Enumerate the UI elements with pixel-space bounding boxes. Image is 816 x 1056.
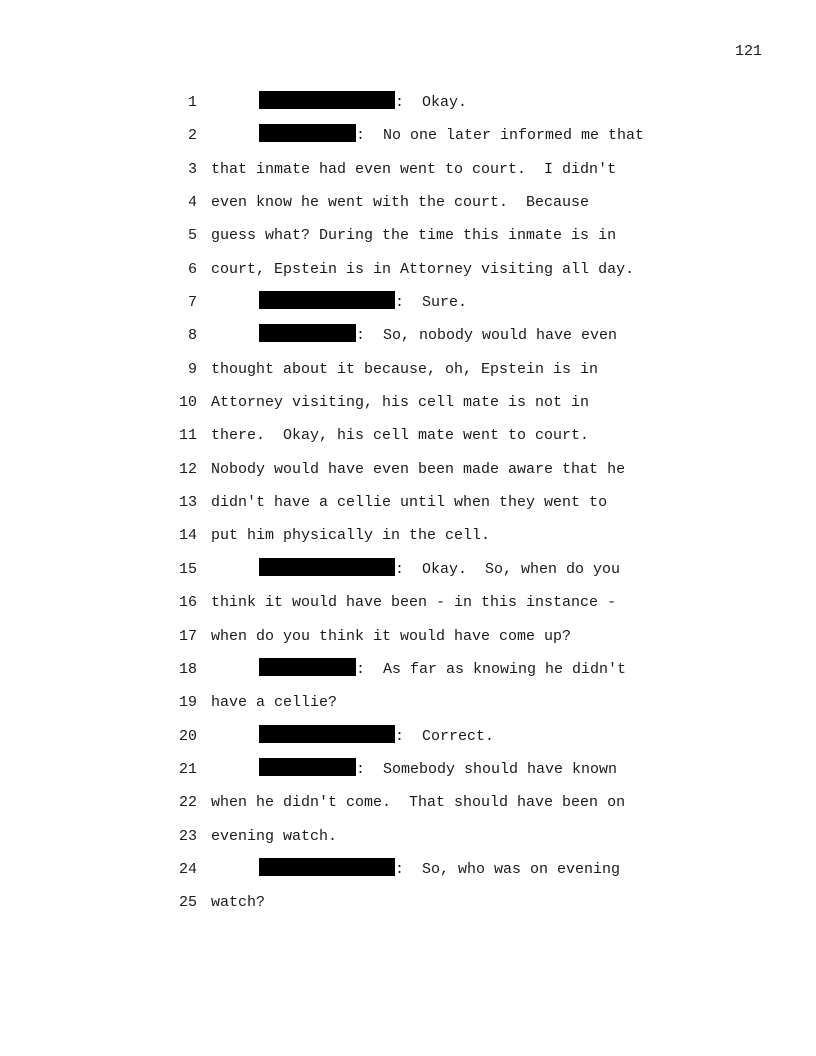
speaker-statement (259, 724, 494, 750)
line-number: 9 (187, 360, 197, 378)
line-content: have a cellie? (211, 694, 338, 712)
speaker-statement (259, 657, 626, 683)
line-content: Nobody would have even been made aware that he (211, 460, 626, 478)
line-number: 2 (187, 127, 197, 145)
speaker-statement (259, 323, 617, 349)
line-number: 20 (178, 727, 197, 745)
transcript-line (160, 824, 700, 857)
redacted-speaker-name (259, 725, 395, 743)
line-content: : Correct. (395, 727, 495, 745)
speaker-statement (259, 557, 620, 583)
transcript-line (160, 90, 700, 123)
line-content: guess what? During the time this inmate is in (211, 227, 617, 245)
line-content: even know he went with the court. Because (211, 194, 590, 212)
line-content: evening watch. (211, 827, 338, 845)
redacted-speaker-name (259, 124, 356, 142)
line-text (211, 390, 589, 416)
page-number: 121 (734, 43, 762, 60)
transcript-line (160, 157, 700, 190)
transcript-line (160, 390, 700, 423)
line-number: 12 (178, 460, 197, 478)
line-content: when do you think it would have come up? (211, 627, 572, 645)
line-number: 17 (178, 627, 197, 645)
line-number: 25 (178, 894, 197, 912)
redacted-speaker-name (259, 758, 356, 776)
line-text (211, 790, 625, 816)
line-text (211, 690, 337, 716)
line-number: 11 (178, 427, 197, 445)
transcript-line (160, 257, 700, 290)
line-number: 10 (178, 394, 197, 412)
transcript-line (160, 357, 700, 390)
line-content: watch? (211, 894, 266, 912)
transcript-line (160, 490, 700, 523)
transcript-line (160, 590, 700, 623)
redacted-speaker-name (259, 658, 356, 676)
line-content: when he didn't come. That should have been on (211, 794, 626, 812)
line-content: : Somebody should have known (356, 760, 618, 778)
speaker-statement (259, 757, 617, 783)
speaker-statement (259, 123, 644, 149)
line-text (211, 490, 607, 516)
line-number: 3 (187, 160, 197, 178)
transcript-line (160, 223, 700, 256)
line-content: thought about it because, oh, Epstein is in (211, 360, 599, 378)
transcript-line (160, 123, 700, 156)
line-text (211, 457, 625, 483)
transcript-body (160, 90, 700, 924)
line-content: Attorney visiting, his cell mate is not in (211, 394, 590, 412)
line-text (211, 190, 589, 216)
line-number: 16 (178, 594, 197, 612)
line-content: there. Okay, his cell mate went to court. (211, 427, 590, 445)
speaker-statement (259, 857, 620, 883)
transcript-line (160, 290, 700, 323)
line-content: think it would have been - in this instance - (211, 594, 617, 612)
line-content: : No one later informed me that (356, 127, 645, 145)
redacted-speaker-name (259, 291, 395, 309)
line-text (211, 824, 337, 850)
line-number: 15 (178, 560, 197, 578)
line-text (211, 257, 634, 283)
line-text (211, 423, 589, 449)
redacted-speaker-name (259, 558, 395, 576)
line-number: 21 (178, 760, 197, 778)
line-content: : As far as knowing he didn't (356, 660, 627, 678)
speaker-statement (259, 90, 467, 116)
line-number: 5 (187, 227, 197, 245)
transcript-line (160, 690, 700, 723)
redacted-speaker-name (259, 324, 356, 342)
redacted-speaker-name (259, 91, 395, 109)
line-number: 4 (187, 194, 197, 212)
redacted-speaker-name (259, 858, 395, 876)
transcript-line (160, 790, 700, 823)
line-text (211, 357, 598, 383)
line-number: 14 (178, 527, 197, 545)
transcript-line (160, 523, 700, 556)
transcript-line (160, 624, 700, 657)
line-number: 6 (187, 260, 197, 278)
line-content: court, Epstein is in Attorney visiting all day. (211, 260, 635, 278)
line-number: 1 (187, 94, 197, 111)
line-number: 13 (178, 494, 197, 512)
transcript-line (160, 457, 700, 490)
speaker-statement (259, 290, 467, 316)
line-text (211, 223, 616, 249)
transcript-line (160, 190, 700, 223)
line-content: : So, who was on evening (395, 860, 621, 878)
transcript-line (160, 724, 700, 757)
line-content: put him physically in the cell. (211, 527, 491, 545)
line-number: 19 (178, 694, 197, 712)
line-text (211, 157, 616, 183)
transcript-line (160, 323, 700, 356)
transcript-line (160, 857, 700, 890)
transcript-line (160, 657, 700, 690)
line-number: 18 (178, 660, 197, 678)
line-content: didn't have a cellie until when they went to (211, 494, 608, 512)
line-text (211, 624, 571, 650)
line-number: 22 (178, 794, 197, 812)
line-content: : Okay. So, when do you (395, 560, 621, 578)
transcript-line (160, 423, 700, 456)
line-number: 8 (187, 327, 197, 345)
transcript-line (160, 890, 700, 923)
line-content: : Okay. (395, 94, 468, 111)
line-text (211, 523, 490, 549)
transcript-line (160, 557, 700, 590)
line-text (211, 590, 616, 616)
line-content: : Sure. (395, 294, 468, 312)
line-number: 23 (178, 827, 197, 845)
line-text (211, 890, 265, 916)
line-number: 7 (187, 294, 197, 312)
transcript-line (160, 757, 700, 790)
line-content: : So, nobody would have even (356, 327, 618, 345)
line-content: that inmate had even went to court. I didn't (211, 160, 617, 178)
line-number: 24 (178, 860, 197, 878)
